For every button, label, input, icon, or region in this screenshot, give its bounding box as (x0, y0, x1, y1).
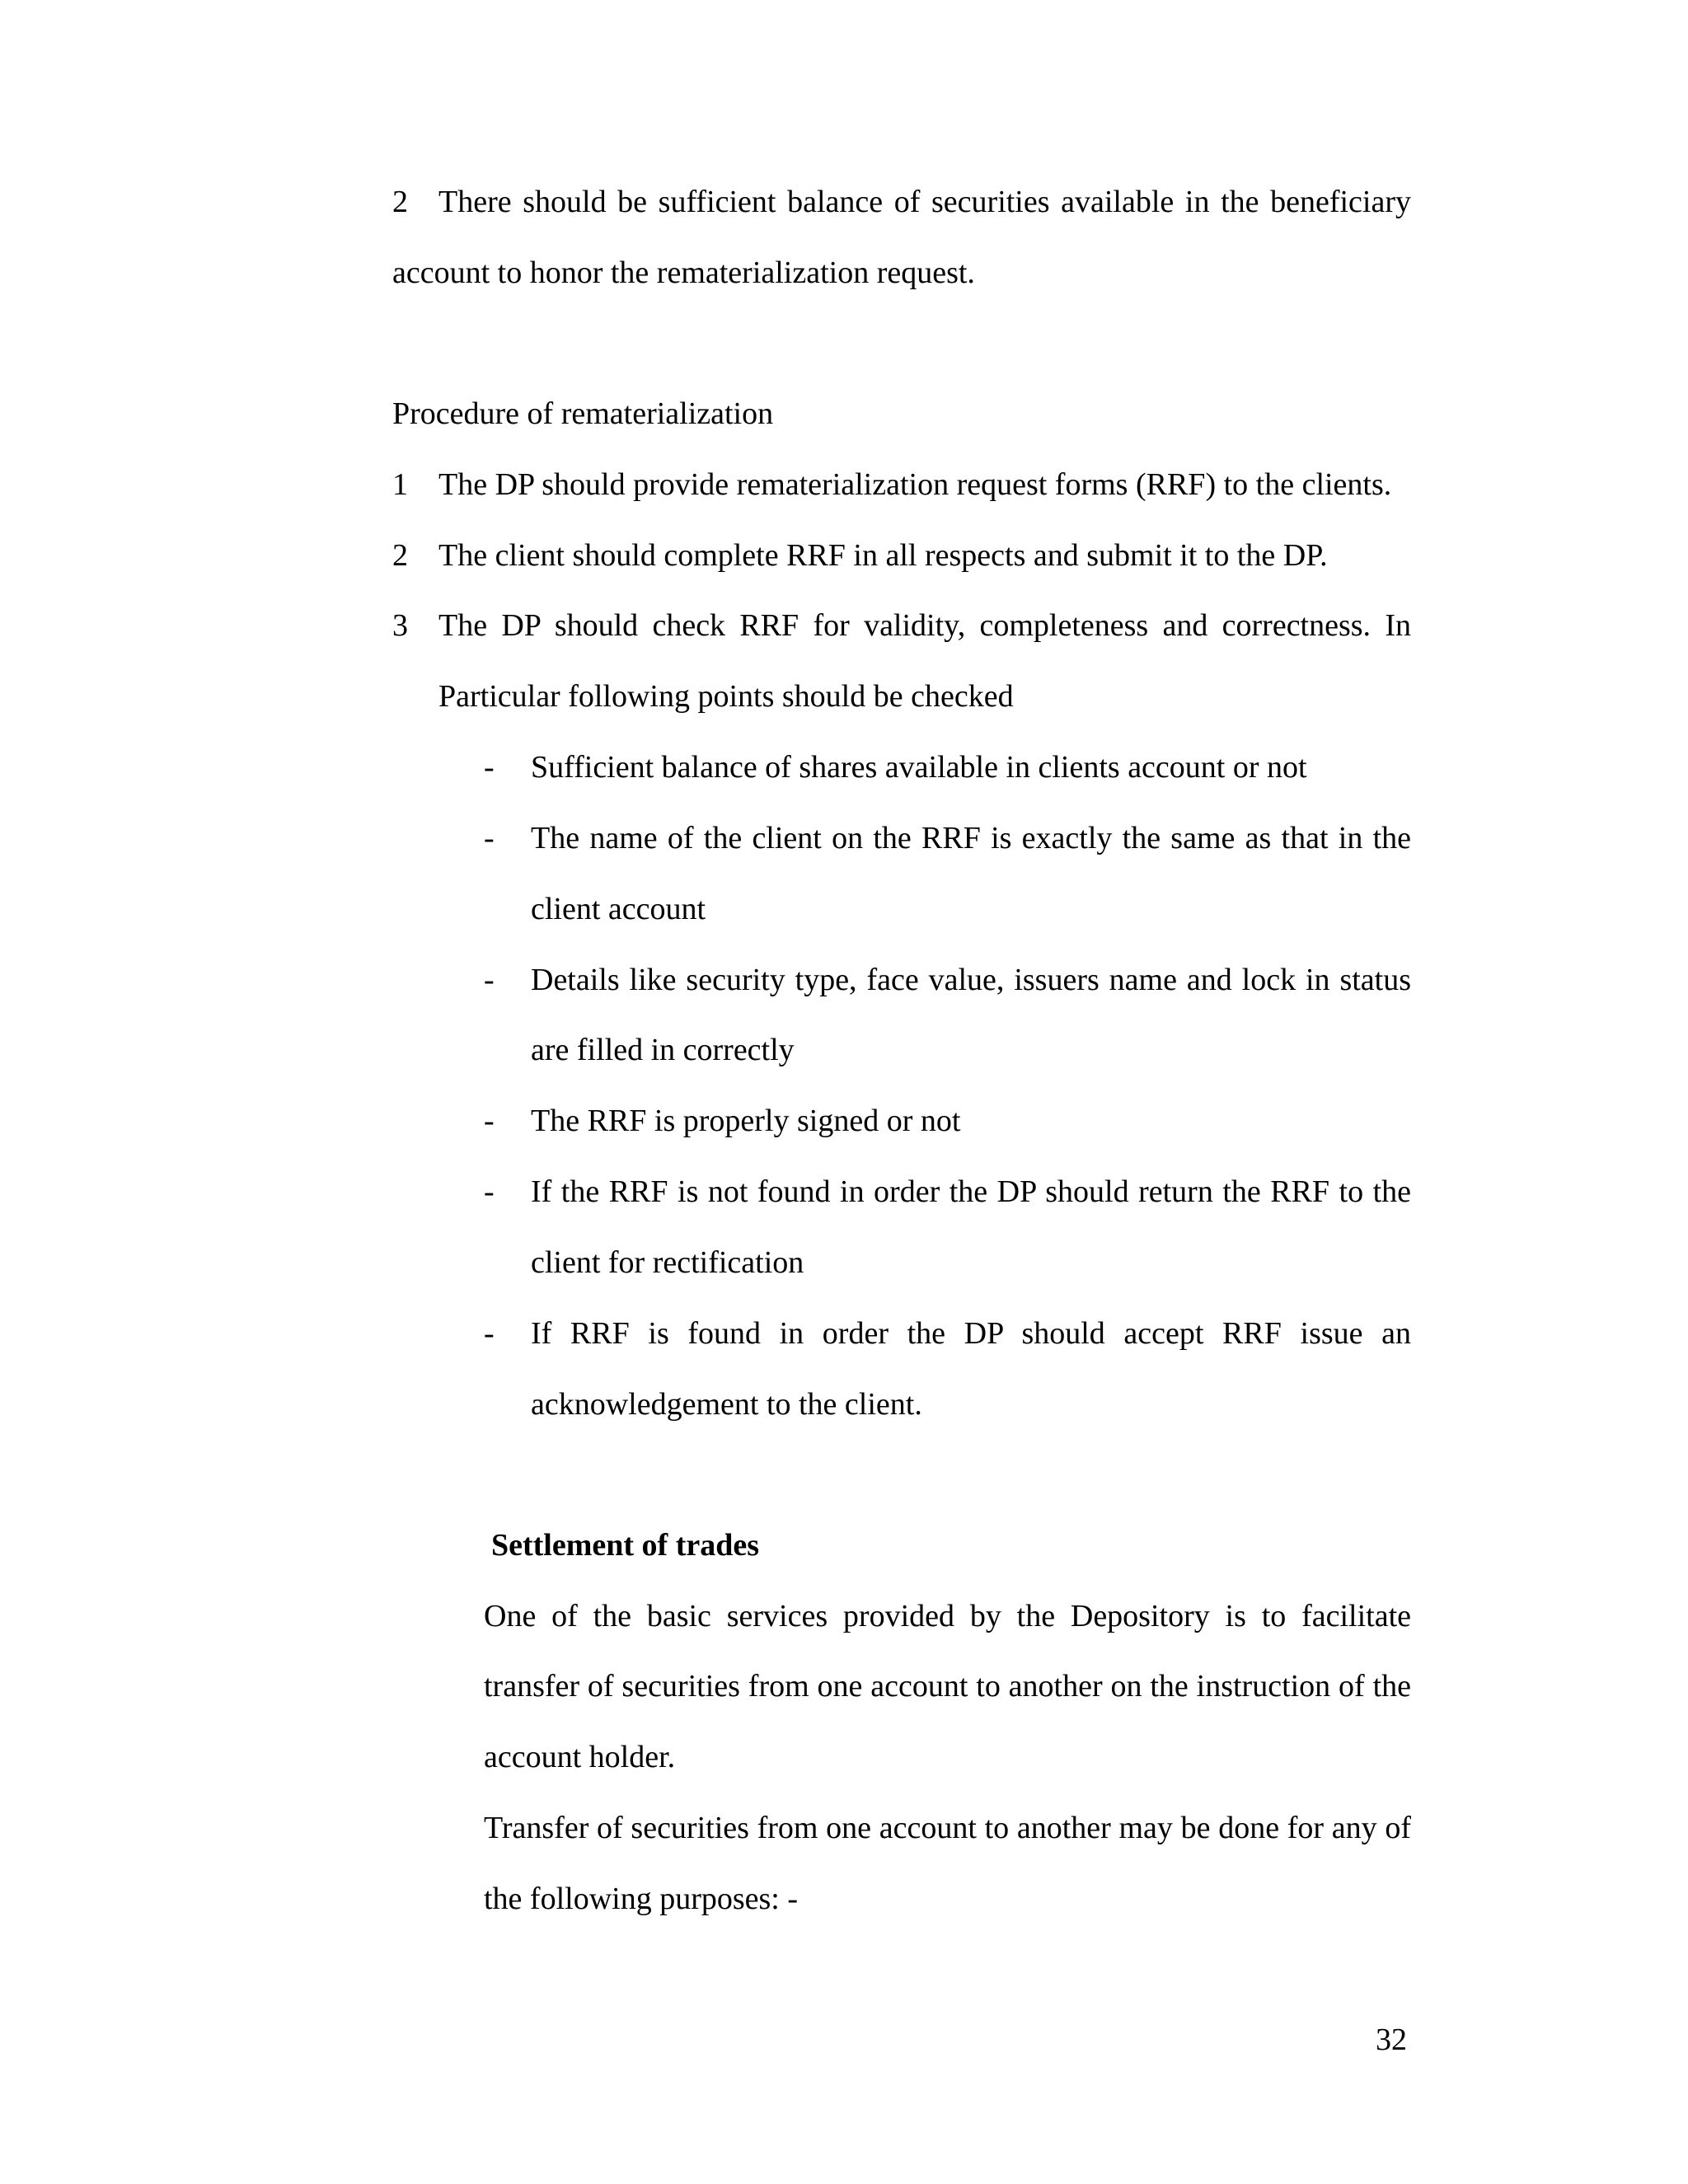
bullet-dash: - (484, 821, 495, 855)
bullet-item: If RRF is found in order the DP should accept RRF issue an (531, 1316, 1411, 1351)
bullet-item-continuation: client for rectification (531, 1245, 804, 1280)
list-number: 2 (392, 538, 408, 573)
bullet-dash: - (484, 1104, 495, 1138)
bullet-item-continuation: are filled in correctly (531, 1033, 795, 1067)
list-item: The DP should check RRF for validity, completeness and correctness. In (438, 608, 1411, 643)
bullet-item: The name of the client on the RRF is exactly the same as that in the (531, 821, 1411, 855)
paragraph-line: One of the basic services provided by the Depository is to facilitate (484, 1599, 1411, 1633)
bullet-item-continuation: client account (531, 892, 706, 926)
paragraph-line: There should be sufficient balance of securities available in the beneficiary (438, 185, 1411, 219)
paragraph-line: Transfer of securities from one account to another may be done for any of (484, 1811, 1411, 1845)
bullet-dash: - (484, 750, 495, 785)
bullet-item: Details like security type, face value, issuers name and lock in status (531, 963, 1411, 997)
page-number: 32 (1376, 2022, 1407, 2057)
bullet-item-continuation: acknowledgement to the client. (531, 1387, 922, 1422)
bullet-dash: - (484, 1174, 495, 1209)
bullet-item: If the RRF is not found in order the DP should return the RRF to the (531, 1174, 1411, 1209)
list-number: 1 (392, 467, 408, 502)
bullet-item: The RRF is properly signed or not (531, 1104, 961, 1138)
list-number: 3 (392, 608, 408, 643)
bullet-dash: - (484, 963, 495, 997)
paragraph-line: account holder. (484, 1740, 676, 1774)
paragraph-line: account to honor the rematerialization request. (392, 255, 975, 290)
list-item-continuation: Particular following points should be checked (438, 679, 1014, 714)
list-item: The client should complete RRF in all respects and submit it to the DP. (438, 538, 1328, 573)
bullet-dash: - (484, 1316, 495, 1351)
list-item: The DP should provide rematerialization request forms (RRF) to the clients. (438, 467, 1392, 502)
paragraph-line: the following purposes: - (484, 1882, 799, 1916)
paragraph-line: transfer of securities from one account to another on the instruction of the (484, 1669, 1411, 1704)
bullet-item: Sufficient balance of shares available in clients account or not (531, 750, 1307, 785)
section-heading: Procedure of rematerialization (392, 396, 774, 431)
section-heading: Settlement of trades (491, 1528, 760, 1563)
list-number: 2 (392, 185, 408, 219)
